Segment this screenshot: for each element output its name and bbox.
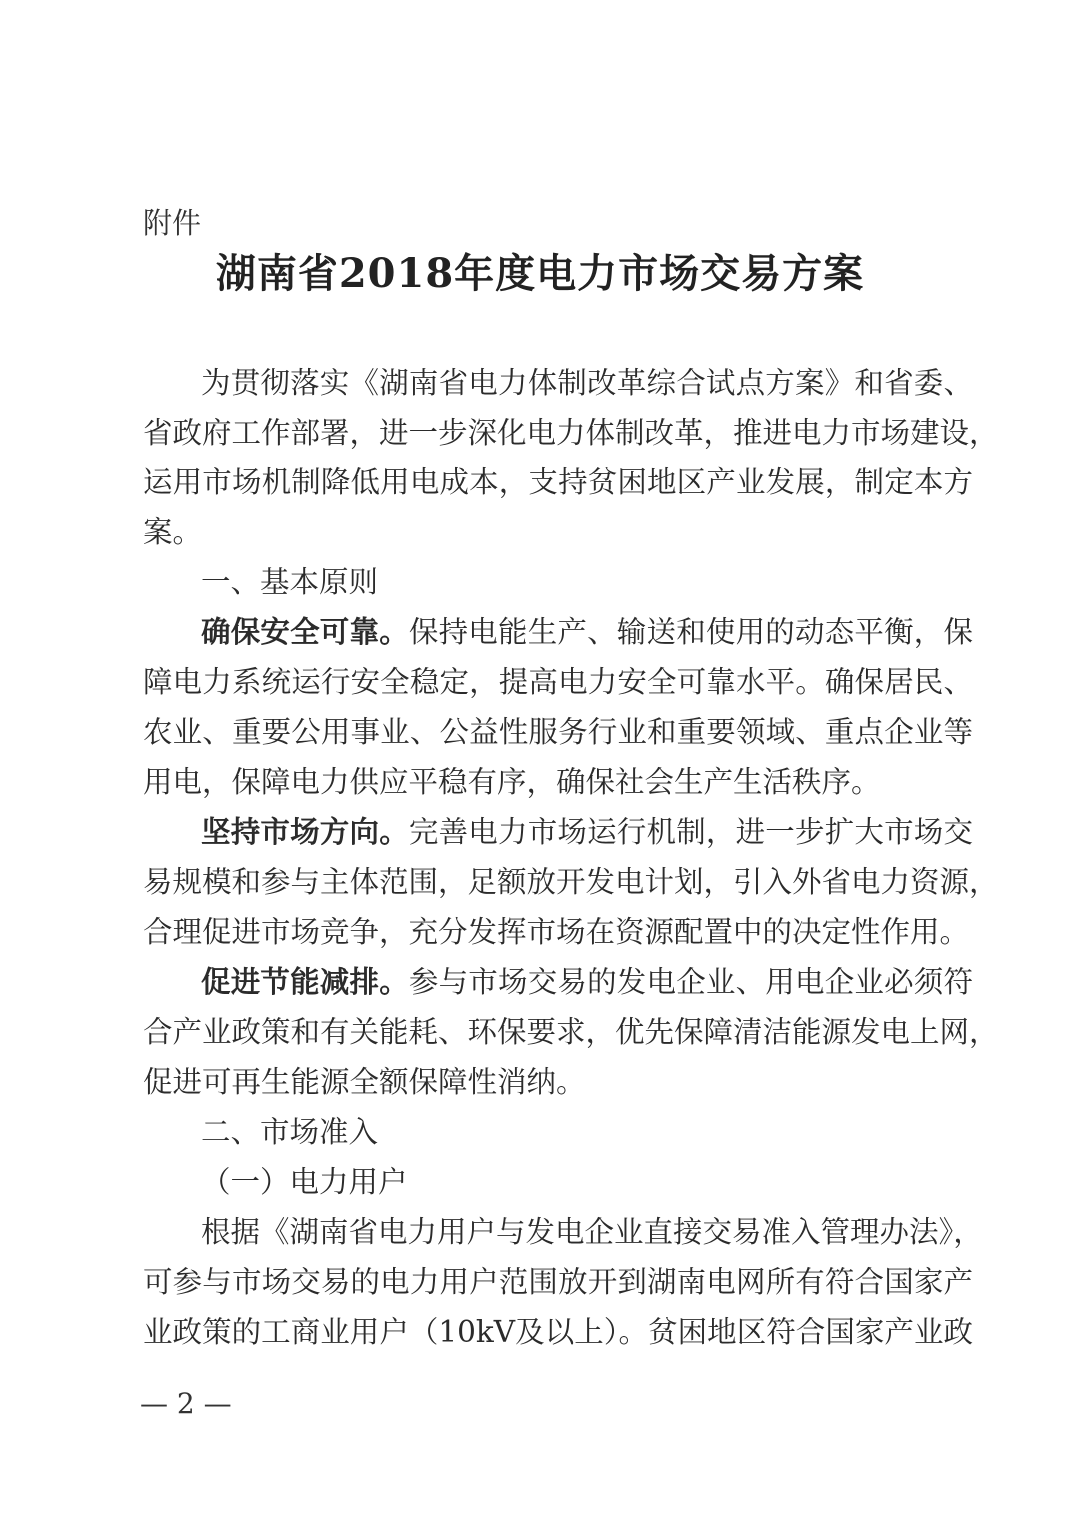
paragraph-line: 可参与市场交易的电力用户范围放开到湖南电网所有符合国家产 (143, 1265, 973, 1299)
paragraph-line: 合产业政策和有关能耗、环保要求，优先保障清洁能源发电上网， (143, 1015, 999, 1049)
principle-text: 完善电力市场运行机制，进一步扩大市场交 (408, 815, 973, 849)
paragraph-line: 用电，保障电力供应平稳有序，确保社会生产生活秩序。 (143, 765, 881, 799)
principle-title: 坚持市场方向。 (201, 814, 409, 849)
subsection-heading: （一）电力用户 (201, 1165, 408, 1199)
principle-text: 保持电能生产、输送和使用的动态平衡，保 (408, 615, 973, 649)
paragraph-line (201, 962, 973, 1002)
paragraph-line: 易规模和参与主体范围，足额放开发电计划，引入外省电力资源， (143, 865, 999, 899)
section-heading: 一、基本原则 (201, 565, 379, 599)
paragraph-line: 业政策的工商业用户（10kV及以上）。贫困地区符合国家产业政 (143, 1315, 973, 1349)
principle-text: 参与市场交易的发电企业、用电企业必须符 (408, 965, 973, 999)
paragraph-line: 促进可再生能源全额保障性消纳。 (143, 1065, 586, 1099)
paragraph-line: 障电力系统运行安全稳定，提高电力安全可靠水平。确保居民、 (143, 665, 973, 699)
paragraph-line: 根据《湖南省电力用户与发电企业直接交易准入管理办法》， (201, 1215, 983, 1249)
paragraph-line: 运用市场机制降低用电成本，支持贫困地区产业发展，制定本方 (143, 465, 973, 499)
paragraph-line: 省政府工作部署，进一步深化电力体制改革，推进电力市场建设， (143, 416, 999, 450)
principle-title: 促进节能减排。 (201, 964, 409, 999)
paragraph-line: 为贯彻落实《湖南省电力体制改革综合试点方案》和省委、 (201, 366, 973, 400)
paragraph-line (201, 612, 973, 652)
paragraph-line: 合理促进市场竞争，充分发挥市场在资源配置中的决定性作用。 (143, 915, 970, 949)
paragraph-line (201, 812, 973, 852)
attachment-label: 附件 (143, 206, 202, 240)
page-number: — 2 — (140, 1387, 232, 1420)
section-heading: 二、市场准入 (201, 1115, 379, 1149)
paragraph-line: 农业、重要公用事业、公益性服务行业和重要领域、重点企业等 (143, 715, 973, 749)
principle-title: 确保安全可靠。 (201, 614, 409, 649)
document-title: 湖南省2018年度电力市场交易方案 (215, 250, 865, 297)
paragraph-line: 案。 (143, 515, 203, 549)
